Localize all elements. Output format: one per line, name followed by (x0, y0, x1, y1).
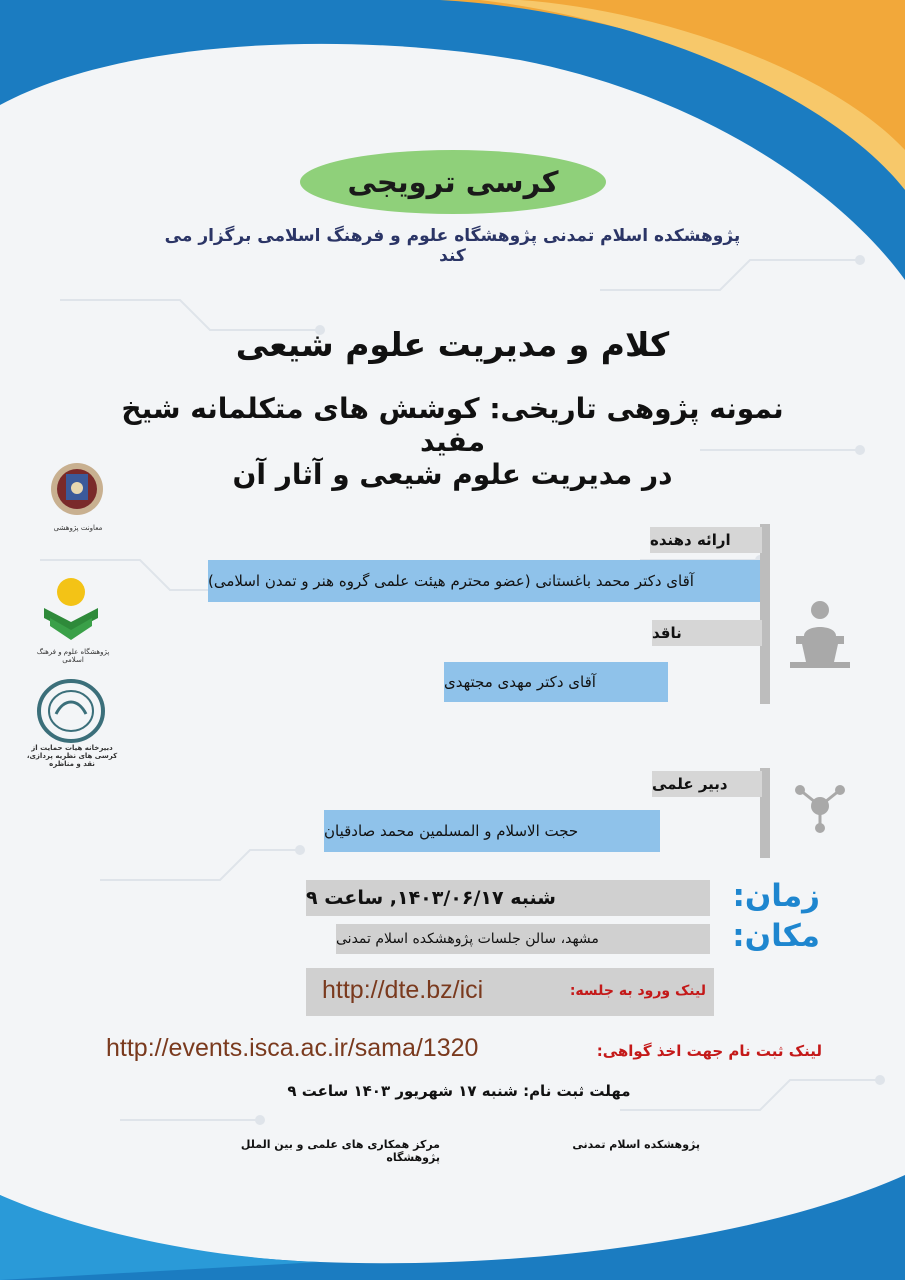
place-value: مشهد، سالن جلسات پژوهشکده اسلام تمدنی (336, 924, 710, 954)
presenter-label: ارائه دهنده (650, 527, 762, 553)
footer-right-org: پژوهشکده اسلام تمدنی (572, 1138, 700, 1151)
presenter-name: آقای دکتر محمد باغستانی (عضو محترم هیئت علمی گروه هنر و تمدن اسلامی) (208, 560, 760, 602)
time-value: شنبه ۱۴۰۳/۰۶/۱۷, ساعت ۹ (306, 880, 710, 916)
session-link-label: لینک ورود به جلسه: (569, 983, 706, 999)
logo-theorizing-board (36, 678, 106, 744)
registration-url[interactable]: http://events.isca.ac.ir/sama/1320 (106, 1034, 479, 1062)
registration-deadline: مهلت ثبت نام: شنبه ۱۷ شهریور ۱۴۰۳ ساعت ۹ (287, 1082, 631, 1100)
logo-isca-caption: پژوهشگاه علوم و فرهنگ اسلامی (36, 648, 110, 665)
logo-theorizing-board-caption: دبیرخانه هیات حمایت از کرسی های نظریه پردازی، نقد و مناظره (26, 744, 118, 769)
organizer-line: پژوهشکده اسلام تمدنی پژوهشگاه علوم و فرهنگ اسلامی برگزار می کند (164, 226, 741, 266)
page-title: کلام و مدیریت علوم شیعی (235, 325, 670, 364)
registration-label: لینک ثبت نام جهت اخذ گواهی: (596, 1042, 822, 1060)
title-line-3: در مدیریت علوم شیعی و آثار آن (232, 458, 673, 491)
presenter-podium-icon (786, 596, 854, 672)
network-nodes-icon (792, 778, 848, 834)
logo-isca (38, 574, 104, 644)
secretary-name: حجت الاسلام و المسلمین محمد صادقیان (324, 810, 660, 852)
footer-left-org: مرکز همکاری های علمی و بین الملل پژوهشگاه (240, 1138, 440, 1164)
logo-research-deputy-caption: معاونت پژوهشی (53, 524, 103, 532)
critic-name: آقای دکتر مهدی مجتهدی (444, 662, 668, 702)
secretary-label: دبیر علمی (652, 771, 762, 797)
place-label: مکان: (732, 918, 820, 954)
critic-label: ناقد (652, 620, 762, 646)
logo-research-deputy (48, 458, 106, 520)
event-type-badge: کرسی ترویجی (300, 150, 606, 214)
session-link-url[interactable]: http://dte.bz/ici (322, 976, 484, 1004)
title-line-2: نمونه پژوهی تاریخی: کوشش های متکلمانه شیخ مفید (121, 392, 784, 458)
time-label: زمان: (732, 878, 820, 914)
